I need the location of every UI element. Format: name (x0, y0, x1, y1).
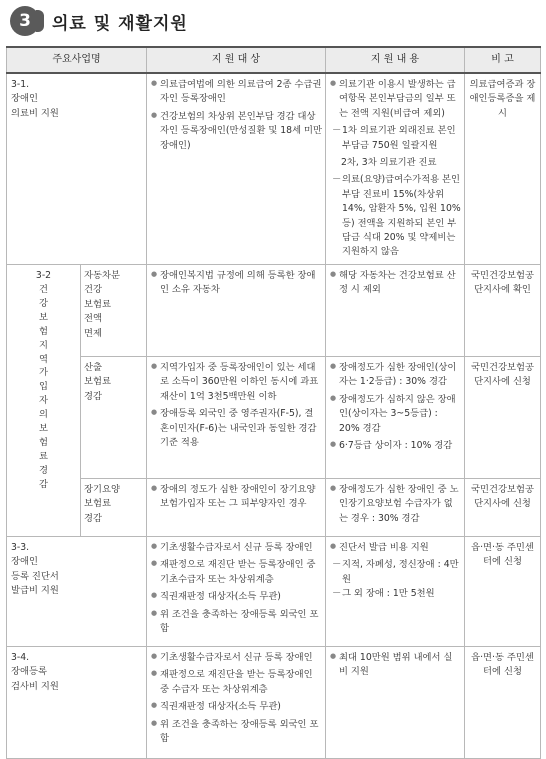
list-item: ● 장애정도가 심한 장애인(상이자는 1·2등급) : 30% 경감 (330, 361, 461, 390)
list-item: ● 최대 10만원 범위 내에서 실비 지원 (330, 651, 461, 680)
sub-business-name: 장기요양 보험료 경감 (81, 478, 147, 536)
business-name: 3-4. 장애등록 검사비 지원 (7, 646, 147, 758)
list-item: － 지적, 자폐성, 정신장애 : 4만원 (330, 558, 461, 587)
section-number-badge: 3 (10, 6, 40, 36)
list-item: ● 장애인복지법 규정에 의해 등록한 장애인 소유 자동차 (151, 269, 322, 298)
header-note: 비 고 (465, 47, 541, 73)
table-row (7, 356, 541, 478)
table-row (7, 264, 541, 356)
list-item: ● 의료급여법에 의한 의료급여 2종 수급권자인 등록장애인 (151, 78, 322, 107)
list-item: ● 위 조건을 충족하는 장애등록 외국인 포함 (151, 718, 322, 747)
target-cell (147, 478, 326, 536)
list-item: ● 장애등록 외국인 중 영주권자(F-5), 결혼이민자(F-6)는 내국인과 동일한 경감기준 적용 (151, 407, 322, 450)
note-cell: 의료급여증과 장애인등록증을 제시 (465, 73, 541, 264)
content-cell (326, 73, 465, 264)
note-cell: 국민건강보험공단지사에 확인 (465, 264, 541, 356)
table-row (7, 646, 541, 758)
list-item: ● 의료기관 이용시 발생하는 급여항목 본인부담금의 일부 또는 전액 지원(비급여 제외) (330, 78, 461, 121)
list-item: ● 진단서 발급 비용 지원 (330, 541, 461, 555)
content-cell (326, 646, 465, 758)
table-row (7, 536, 541, 646)
content-cell (326, 264, 465, 356)
note-cell: 읍·면·동 주민센터에 신청 (465, 536, 541, 646)
list-item: ● 장애의 정도가 심한 장애인이 장기요양 보험가입자 또는 그 피부양자인 경우 (151, 483, 322, 512)
section-title: 의료 및 재활지원 (52, 13, 188, 34)
list-item: ● 장애정도가 심한 장애인 중 노인장기요양보험 수급자가 없는 경우 : 30% 경감 (330, 483, 461, 526)
note-cell: 읍·면·동 주민센터에 신청 (465, 646, 541, 758)
table-row (7, 478, 541, 536)
note-cell: 국민건강보험공단지사에 신청 (465, 478, 541, 536)
list-item: ● 지역가입자 중 등록장애인이 있는 세대로 소득이 360만원 이하인 동시에 과표재산이 1억 3천5백만원 이하 (151, 361, 322, 404)
list-item: ● 재판정으로 재진단을 받는 등록장애인 중 수급자 또는 차상위계층 (151, 668, 322, 697)
table-header-row (7, 47, 541, 73)
list-item: － 의료(요양)급여수가적용 본인부담 진료비 15%(차상위 14%, 암환자 5%, 입원 10%등) 전액을 지원하되 본인 부담금 식대 20% 및 약제비는 지원하지 않음 (330, 173, 461, 259)
content-cell (326, 536, 465, 646)
list-item: － 그 외 장애 : 1만 5천원 (330, 587, 461, 601)
content-cell (326, 356, 465, 478)
target-cell (147, 536, 326, 646)
list-item: ● 기초생활수급자로서 신규 등록 장애인 (151, 541, 322, 555)
business-name: 3-3. 장애인 등록 진단서 발급비 지원 (7, 536, 147, 646)
list-item: ● 해당 자동차는 건강보험료 산정 시 제외 (330, 269, 461, 298)
list-item: ● 건강보험의 차상위 본인부담 경감 대상자인 등록장애인(만성질환 및 18세 미만 장애인) (151, 110, 322, 153)
target-cell (147, 73, 326, 264)
target-cell (147, 646, 326, 758)
note-cell: 국민건강보험공단지사에 신청 (465, 356, 541, 478)
content-cell (326, 478, 465, 536)
target-cell (147, 356, 326, 478)
list-item: 2차, 3차 의료기관 진료 (341, 157, 437, 169)
header-target: 지 원 대 상 (147, 47, 326, 73)
list-item: ● 위 조건을 충족하는 장애등록 외국인 포함 (151, 608, 322, 637)
header-content: 지 원 내 용 (326, 47, 465, 73)
business-name: 3-1. 장애인 의료비 지원 (7, 73, 147, 264)
section-header (10, 4, 188, 38)
sub-business-name: 자동차분 건강 보험료 전액 면제 (81, 264, 147, 356)
list-item: ● 기초생활수급자로서 신규 등록 장애인 (151, 651, 322, 665)
header-business: 주요사업명 (7, 47, 147, 73)
target-cell (147, 264, 326, 356)
sub-business-name: 산출 보험료 경감 (81, 356, 147, 478)
group-label: 3-2 건 강 보 험 지 역 가 입 자 의 보 험 료 경 감 (7, 264, 81, 536)
support-table (6, 46, 541, 759)
list-item: ● 직권재판정 대상자(소득 무관) (151, 590, 322, 604)
table-row (7, 73, 541, 264)
list-item: ● 재판정으로 재진단 받는 등록장애인 중 기초수급자 또는 차상위계층 (151, 558, 322, 587)
list-item: ● 장애정도가 심하지 않은 장애인(상이자는 3~5등급) : 20% 경감 (330, 393, 461, 436)
list-item: ● 6·7등급 상이자 : 10% 경감 (330, 439, 461, 453)
list-item: ● 직권재판정 대상자(소득 무관) (151, 700, 322, 714)
list-item: － 1차 의료기관 외래진료 본인부담금 750원 일괄지원 (330, 124, 461, 153)
